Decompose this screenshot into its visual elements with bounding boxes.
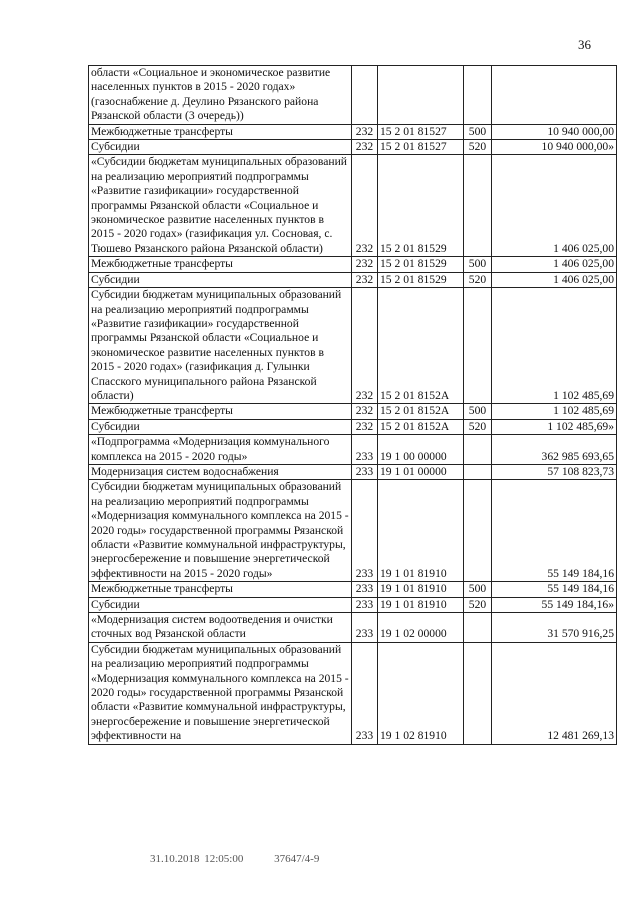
table-row [89, 257, 617, 272]
cell-vr [464, 435, 492, 465]
cell-name: «Модернизация систем водоотведения и очистки сточных вод Рязанской области [89, 613, 352, 643]
table-row [89, 155, 617, 257]
cell-ved: 233 [352, 582, 378, 597]
cell-vr: 520 [464, 140, 492, 155]
cell-vr: 520 [464, 419, 492, 434]
cell-sum: 12 481 269,13 [492, 642, 617, 744]
cell-name: Субсидии бюджетам муниципальных образований на реализацию мероприятий подпрограммы «Развитие газификации» государственной программы Рязанской области «Социальное и экономическое развитие населенных пунктов в 2015 - 2020 годах» (газификация д. Гулынки Спасского муниципального района Рязанской области) [89, 288, 352, 404]
table-row [89, 435, 617, 465]
cell-ved: 232 [352, 155, 378, 257]
cell-vr [464, 464, 492, 479]
cell-vr: 500 [464, 404, 492, 419]
table-row [89, 404, 617, 419]
cell-name: Модернизация систем водоснабжения [89, 464, 352, 479]
cell-vr [464, 66, 492, 125]
cell-name: Субсидии бюджетам муниципальных образований на реализацию мероприятий подпрограммы «Модернизация коммунального комплекса на 2015 - 2020 годы» государственной программы Рязанской области «Развитие коммунальной инфраструктуры, энергосбережение и повышение энергетической эффективности на 2015 - 2020 годы» [89, 480, 352, 582]
cell-sum: 55 149 184,16 [492, 480, 617, 582]
cell-vr [464, 288, 492, 404]
table-row [89, 582, 617, 597]
cell-csr [378, 66, 464, 125]
footer [150, 853, 345, 865]
footer-doc-id: 37647/4-9 [274, 853, 320, 865]
cell-csr: 15 2 01 8152А [378, 404, 464, 419]
table-row [89, 613, 617, 643]
cell-sum: 1 102 485,69» [492, 419, 617, 434]
table-row [89, 140, 617, 155]
table-row [89, 419, 617, 434]
cell-name: Межбюджетные трансферты [89, 582, 352, 597]
cell-vr [464, 642, 492, 744]
page-number: 36 [578, 37, 591, 52]
table-row [89, 124, 617, 139]
cell-sum: 1 406 025,00 [492, 257, 617, 272]
cell-csr: 15 2 01 8152А [378, 288, 464, 404]
cell-ved: 233 [352, 435, 378, 465]
cell-sum [492, 66, 617, 125]
cell-ved: 232 [352, 272, 378, 287]
cell-sum: 362 985 693,65 [492, 435, 617, 465]
cell-vr [464, 480, 492, 582]
cell-csr: 19 1 01 81910 [378, 582, 464, 597]
cell-ved: 233 [352, 480, 378, 582]
cell-name: Субсидии [89, 597, 352, 612]
cell-csr: 15 2 01 81527 [378, 124, 464, 139]
cell-vr: 500 [464, 124, 492, 139]
table-row [89, 480, 617, 582]
cell-ved: 232 [352, 257, 378, 272]
cell-ved [352, 66, 378, 125]
cell-vr [464, 155, 492, 257]
cell-sum: 1 102 485,69 [492, 288, 617, 404]
cell-ved: 232 [352, 288, 378, 404]
cell-sum: 1 406 025,00 [492, 155, 617, 257]
cell-name: Межбюджетные трансферты [89, 404, 352, 419]
budget-table-body [89, 66, 617, 745]
cell-name: Субсидии [89, 272, 352, 287]
cell-vr: 520 [464, 597, 492, 612]
cell-sum: 55 149 184,16» [492, 597, 617, 612]
table-row [89, 597, 617, 612]
cell-ved: 233 [352, 597, 378, 612]
cell-name: «Подпрограмма «Модернизация коммунального комплекса на 2015 - 2020 годы» [89, 435, 352, 465]
cell-csr: 15 2 01 8152А [378, 419, 464, 434]
cell-name: «Субсидии бюджетам муниципальных образований на реализацию мероприятий подпрограммы «Развитие газификации» государственной программы Рязанской области «Социальное и экономическое развитие населенных пунктов в 2015 - 2020 годах» (газификация ул. Сосновая, с. Тюшево Рязанского района Рязанской области) [89, 155, 352, 257]
cell-ved: 232 [352, 124, 378, 139]
cell-csr: 15 2 01 81529 [378, 272, 464, 287]
cell-name: Межбюджетные трансферты [89, 124, 352, 139]
table-row [89, 272, 617, 287]
cell-ved: 232 [352, 140, 378, 155]
cell-csr: 19 1 02 81910 [378, 642, 464, 744]
cell-sum: 1 406 025,00 [492, 272, 617, 287]
cell-csr: 15 2 01 81527 [378, 140, 464, 155]
cell-name: области «Социальное и экономическое развитие населенных пунктов в 2015 - 2020 годах» (газоснабжение д. Деулино Рязанского района Рязанской области (3 очередь)) [89, 66, 352, 125]
cell-ved: 232 [352, 419, 378, 434]
footer-timestamp: 31.10.2018 12:05:00 [150, 853, 244, 865]
cell-csr: 19 1 01 00000 [378, 464, 464, 479]
cell-vr: 520 [464, 272, 492, 287]
cell-name: Субсидии бюджетам муниципальных образований на реализацию мероприятий подпрограммы «Модернизация коммунального комплекса на 2015 - 2020 годы» государственной программы Рязанской области «Развитие коммунальной инфраструктуры, энергосбережение и повышение энергетической эффективности на [89, 642, 352, 744]
cell-name: Межбюджетные трансферты [89, 257, 352, 272]
cell-csr: 19 1 01 81910 [378, 480, 464, 582]
cell-csr: 15 2 01 81529 [378, 257, 464, 272]
table-row [89, 288, 617, 404]
cell-csr: 15 2 01 81529 [378, 155, 464, 257]
cell-ved: 233 [352, 613, 378, 643]
cell-vr [464, 613, 492, 643]
table-row [89, 66, 617, 125]
table-row [89, 464, 617, 479]
cell-ved: 232 [352, 404, 378, 419]
cell-ved: 233 [352, 642, 378, 744]
cell-name: Субсидии [89, 140, 352, 155]
cell-sum: 1 102 485,69 [492, 404, 617, 419]
cell-sum: 55 149 184,16 [492, 582, 617, 597]
cell-vr: 500 [464, 582, 492, 597]
cell-vr: 500 [464, 257, 492, 272]
cell-ved: 233 [352, 464, 378, 479]
cell-csr: 19 1 02 00000 [378, 613, 464, 643]
cell-csr: 19 1 00 00000 [378, 435, 464, 465]
cell-name: Субсидии [89, 419, 352, 434]
cell-sum: 57 108 823,73 [492, 464, 617, 479]
budget-table [88, 65, 617, 745]
cell-sum: 10 940 000,00» [492, 140, 617, 155]
table-row [89, 642, 617, 744]
cell-csr: 19 1 01 81910 [378, 597, 464, 612]
cell-sum: 10 940 000,00 [492, 124, 617, 139]
cell-sum: 31 570 916,25 [492, 613, 617, 643]
